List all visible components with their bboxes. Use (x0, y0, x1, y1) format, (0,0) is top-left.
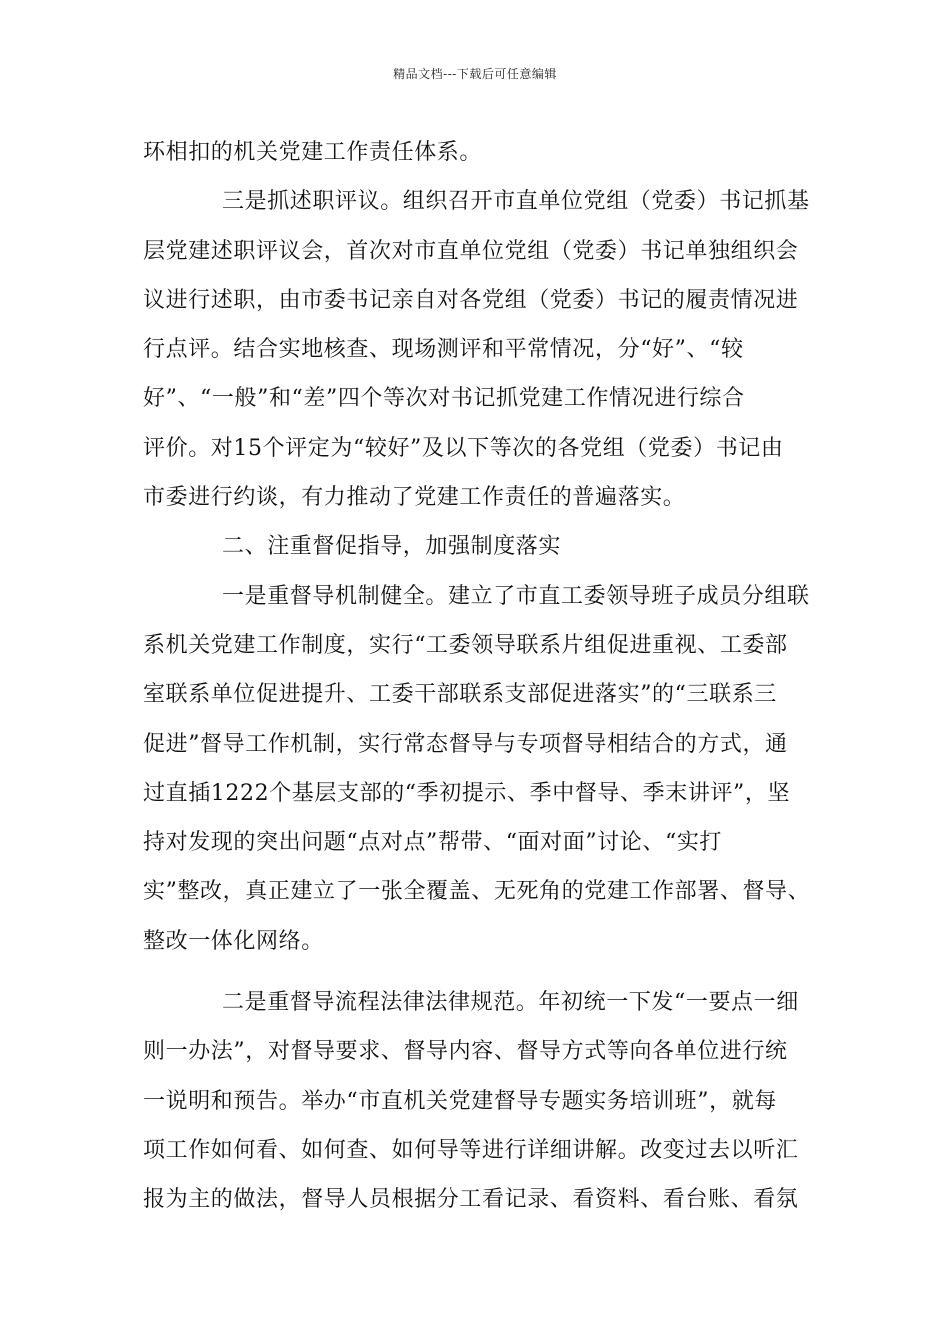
body-line: 室联系单位促进提升、工委干部联系支部促进落实”的“三联系三 (143, 682, 777, 708)
body-line: 过直插1222个基层支部的“季初提示、季中督导、季末讲评”，坚 (143, 780, 791, 806)
body-line: 实”整改，真正建立了一张全覆盖、无死角的党建工作部署、督导、 (143, 879, 811, 905)
body-line: 评价。对15个评定为“较好”及以下等次的各党组（党委）书记由 (143, 435, 784, 461)
body-line: 环相扣的机关党建工作责任体系。 (143, 140, 483, 165)
body-line: 市委进行约谈，有力推动了党建工作责任的普遍落实。 (143, 485, 686, 511)
body-line: 好”、“一般”和“差”四个等次对书记抓党建工作情况进行综合 (143, 386, 745, 412)
body-line: 议进行述职，由市委书记亲自对各党组（党委）书记的履责情况进 (143, 287, 799, 313)
paragraph-start-line: 三是抓述职评议。组织召开市直单位党组（党委）书记抓基 (222, 189, 810, 215)
body-line: 则一办法”，对督导要求、督导内容、督导方式等向各单位进行统 (143, 1039, 788, 1065)
body-line: 整改一体化网络。 (143, 928, 324, 954)
paragraph-start-line: 二是重督导流程法律法律规范。年初统一下发“一要点一细 (222, 990, 799, 1016)
body-line: 层党建述职评议会，首次对市直单位党组（党委）书记单独组织会 (143, 238, 799, 264)
body-line: 持对发现的突出问题“点对点”帮带、“面对面”讨论、“实打 (143, 830, 723, 856)
body-line: 一说明和预告。举办“市直机关党建督导专题实务培训班”，就每 (143, 1088, 777, 1114)
body-line: 促进”督导工作机制，实行常态督导与专项督导相结合的方式，通 (143, 731, 788, 757)
paragraph-gap (143, 966, 823, 978)
section-heading: 二、注重督促指导，加强制度落实 (222, 534, 562, 560)
body-line: 项工作如何看、如何查、如何导等进行详细讲解。改变过去以听汇 (143, 1137, 799, 1163)
body-line: 行点评。结合实地核查、现场测评和平常情况，分“好”、“较 (143, 337, 744, 363)
body-line: 报为主的做法，督导人员根据分工看记录、看资料、看台账、看氛 (143, 1187, 799, 1213)
page-header: 精品文档---下载后可任意编辑 (393, 67, 557, 81)
body-line: 系机关党建工作制度，实行“工委领导联系片组促进重视、工委部 (143, 632, 788, 658)
paragraph-start-line: 一是重督导机制健全。建立了市直工委领导班子成员分组联 (222, 583, 810, 609)
document-body (143, 128, 823, 1225)
